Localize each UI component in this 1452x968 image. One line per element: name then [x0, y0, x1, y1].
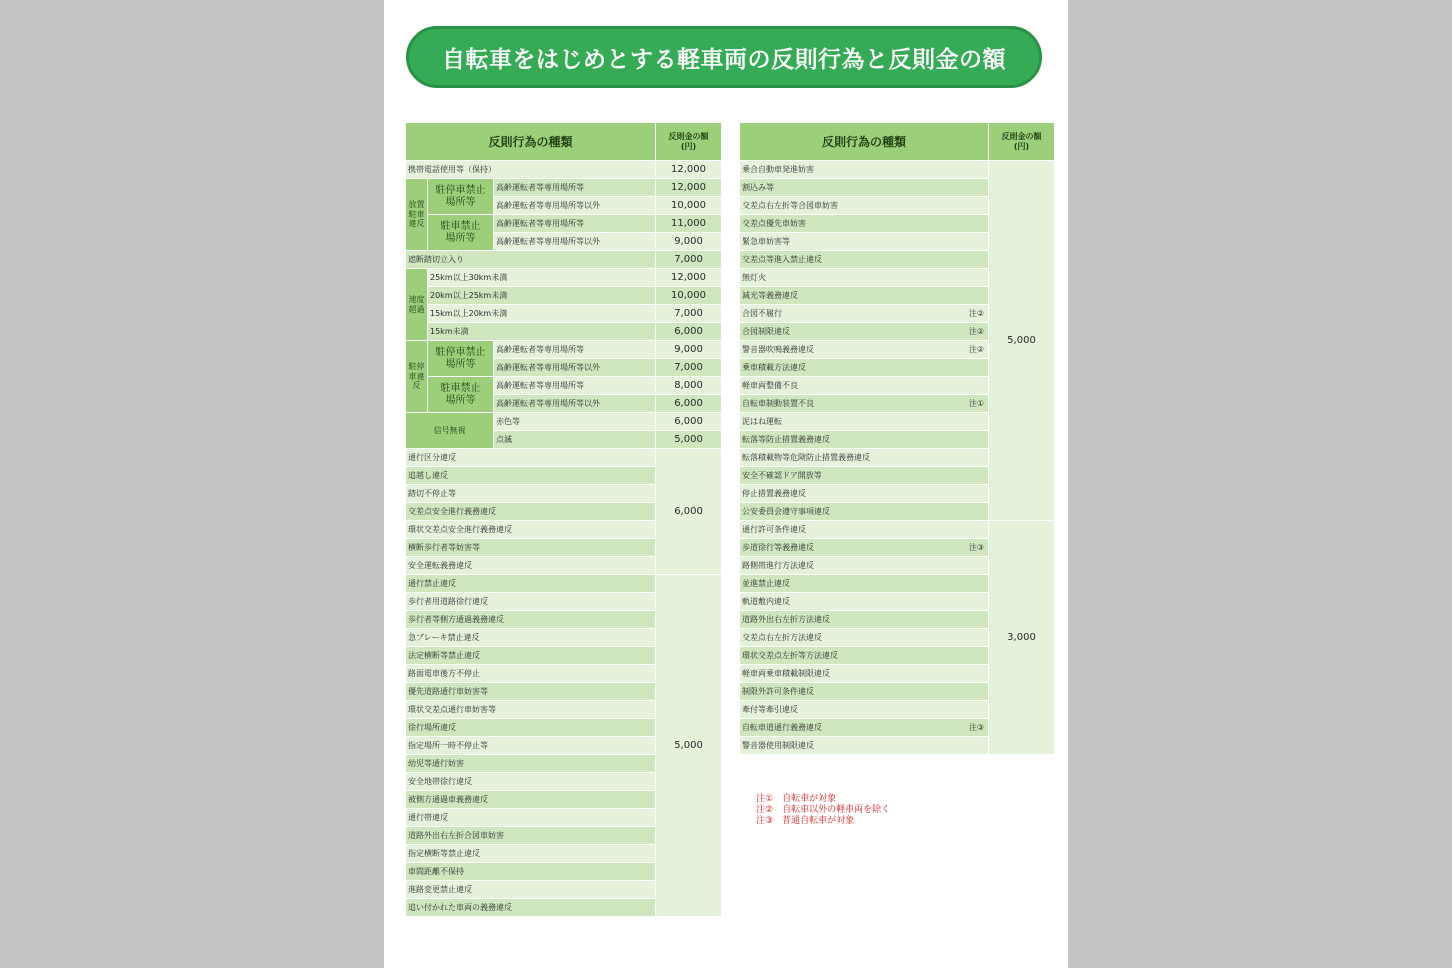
violation-text: 停止措置義務違反 [742, 488, 806, 498]
violation-label [740, 557, 989, 575]
category-label: 信号無視 [406, 413, 494, 449]
violation-label [740, 449, 989, 467]
note-marker: 注② [968, 308, 984, 318]
violation-text: 緊急車妨害等 [742, 236, 790, 246]
page-title: 自転車をはじめとする軽車両の反則行為と反則金の額 [406, 26, 1042, 88]
violation-text: 交差点等進入禁止違反 [742, 254, 822, 264]
violation-label: 法定横断等禁止違反 [406, 647, 656, 665]
violation-label: 高齢運転者等専用場所等以外 [494, 359, 656, 377]
violation-label: 20km以上25km未満 [428, 287, 656, 305]
violation-label [740, 377, 989, 395]
violation-label: 被側方通過車義務違反 [406, 791, 656, 809]
violation-text: 公安委員会遵守事項違反 [742, 506, 830, 516]
violation-text: 乗車積載方法違反 [742, 362, 806, 372]
violation-text: 道路外出右左折方法違反 [742, 614, 830, 624]
fine-amount: 7,000 [656, 251, 722, 269]
violation-label [740, 413, 989, 431]
violation-label: 横断歩行者等妨害等 [406, 539, 656, 557]
violation-label: 路面電車後方不停止 [406, 665, 656, 683]
violation-text: 転落等防止措置義務違反 [742, 434, 830, 444]
fine-amount-group: 5,000 [989, 161, 1055, 521]
violation-label [740, 467, 989, 485]
violation-table-right-body [740, 123, 1055, 755]
violation-text: 安全不確認ドア開放等 [742, 470, 822, 480]
violation-label: 遮断踏切立入り [406, 251, 656, 269]
table-row [406, 305, 722, 323]
violation-label [740, 719, 989, 737]
violation-label [740, 737, 989, 755]
fine-amount: 12,000 [656, 161, 722, 179]
violation-label [740, 503, 989, 521]
violation-label [740, 269, 989, 287]
violation-label [740, 287, 989, 305]
violation-label: 追越し違反 [406, 467, 656, 485]
subcategory-label: 駐停車禁止 場所等 [428, 179, 494, 215]
violation-label [740, 251, 989, 269]
violation-label [740, 665, 989, 683]
violation-label [740, 341, 989, 359]
violation-text: 合図不履行 [742, 308, 782, 318]
violation-label: 通行禁止違反 [406, 575, 656, 593]
violation-label: 高齢運転者等専用場所等以外 [494, 233, 656, 251]
violation-text: 軽車両整備不良 [742, 380, 798, 390]
violation-label: 高齢運転者等専用場所等以外 [494, 197, 656, 215]
violation-text: 乗合自動車発進妨害 [742, 164, 814, 174]
violation-label: 進路変更禁止違反 [406, 881, 656, 899]
violation-label: 通行区分違反 [406, 449, 656, 467]
violation-label [740, 179, 989, 197]
violation-label [740, 593, 989, 611]
violation-label: 優先道路通行車妨害等 [406, 683, 656, 701]
violation-label: 高齢運転者等専用場所等 [494, 341, 656, 359]
violation-text: 無灯火 [742, 272, 766, 282]
fine-amount: 12,000 [656, 179, 722, 197]
table-row [406, 179, 722, 197]
violation-label: 安全地帯徐行違反 [406, 773, 656, 791]
note-marker: 注② [968, 326, 984, 336]
violation-text: 割込み等 [742, 182, 774, 192]
violation-text: 警音器使用制限違反 [742, 740, 814, 750]
violation-label: 安全運転義務違反 [406, 557, 656, 575]
footnote: 注① 自転車が対象 [756, 794, 837, 804]
violation-label [740, 485, 989, 503]
table-row [406, 449, 722, 467]
violation-label [740, 521, 989, 539]
violation-label: 高齢運転者等専用場所等 [494, 179, 656, 197]
violation-text: 並進禁止違反 [742, 578, 790, 588]
fine-amount: 8,000 [656, 377, 722, 395]
table-row [406, 215, 722, 233]
note-marker: 注③ [968, 722, 984, 732]
fine-amount: 9,000 [656, 341, 722, 359]
table-header-row [406, 123, 722, 161]
violation-label: 道路外出右左折合図車妨害 [406, 827, 656, 845]
table-row [740, 521, 1055, 539]
violation-label [740, 233, 989, 251]
violation-table-left-body [406, 123, 722, 917]
violation-label: 高齢運転者等専用場所等 [494, 377, 656, 395]
violation-text: 軽車両乗車積載制限違反 [742, 668, 830, 678]
fine-amount: 6,000 [656, 413, 722, 431]
footnote: 注② 自転車以外の軽車両を除く [756, 805, 891, 815]
violation-label [740, 323, 989, 341]
violation-label [740, 161, 989, 179]
violation-text: 環状交差点左折等方法違反 [742, 650, 838, 660]
fine-amount: 10,000 [656, 287, 722, 305]
violation-label [740, 197, 989, 215]
violation-label [740, 431, 989, 449]
violation-label: 15km未満 [428, 323, 656, 341]
note-marker: 注① [968, 398, 984, 408]
subcategory-label: 駐停車禁止 場所等 [428, 341, 494, 377]
violation-label: 赤色等 [494, 413, 656, 431]
violation-text: 合図制限違反 [742, 326, 790, 336]
violation-table-left [405, 122, 722, 917]
violation-label [740, 395, 989, 413]
violation-label [740, 611, 989, 629]
header-violation-type: 反則行為の種類 [740, 123, 989, 161]
violation-text: 路側帯進行方法違反 [742, 560, 814, 570]
fine-amount: 7,000 [656, 359, 722, 377]
violation-label: 環状交差点通行車妨害等 [406, 701, 656, 719]
fine-amount-group: 6,000 [656, 449, 722, 575]
note-marker: 注② [968, 344, 984, 354]
violation-label: 15km以上20km未満 [428, 305, 656, 323]
header-violation-type: 反則行為の種類 [406, 123, 656, 161]
footnotes [756, 794, 890, 827]
table-row [406, 413, 722, 431]
fine-amount: 7,000 [656, 305, 722, 323]
fine-amount: 12,000 [656, 269, 722, 287]
table-row [406, 377, 722, 395]
category-label: 放置駐車違反 [406, 179, 428, 251]
fine-amount: 5,000 [656, 431, 722, 449]
violation-text: 交差点右左折方法違反 [742, 632, 822, 642]
fine-amount: 9,000 [656, 233, 722, 251]
fine-amount-group: 5,000 [656, 575, 722, 917]
violation-label: 通行帯違反 [406, 809, 656, 827]
violation-label: 25km以上30km未満 [428, 269, 656, 287]
violation-label: 高齢運転者等専用場所等以外 [494, 395, 656, 413]
header-fine-amount: 反則金の額 (円) [656, 123, 722, 161]
category-label: 速度超過 [406, 269, 428, 341]
violation-text: 制限外許可条件違反 [742, 686, 814, 696]
violation-label: 歩行者等側方通過義務違反 [406, 611, 656, 629]
fine-amount: 6,000 [656, 395, 722, 413]
subcategory-label: 駐車禁止 場所等 [428, 215, 494, 251]
violation-text: 泥はね運転 [742, 416, 782, 426]
table-row [740, 161, 1055, 179]
violation-label [740, 539, 989, 557]
document-page [384, 0, 1068, 968]
note-marker: 注③ [968, 542, 984, 552]
table-row [406, 575, 722, 593]
violation-text: 軌道敷内違反 [742, 596, 790, 606]
violation-text: 牽付等牽引違反 [742, 704, 798, 714]
table-row [406, 341, 722, 359]
violation-text: 転落積載物等危険防止措置義務違反 [742, 452, 870, 462]
violation-label: 環状交差点安全進行義務違反 [406, 521, 656, 539]
violation-label [740, 629, 989, 647]
violation-label: 徐行場所違反 [406, 719, 656, 737]
header-fine-amount: 反則金の額 (円) [989, 123, 1055, 161]
category-label: 駐停車違反 [406, 341, 428, 413]
fine-amount: 10,000 [656, 197, 722, 215]
violation-label: 踏切不停止等 [406, 485, 656, 503]
violation-label [740, 683, 989, 701]
table-row [406, 287, 722, 305]
table-row [406, 323, 722, 341]
table-row [406, 251, 722, 269]
violation-label [740, 215, 989, 233]
violation-label: 高齢運転者等専用場所等 [494, 215, 656, 233]
violation-text: 交差点右左折等合図車妨害 [742, 200, 838, 210]
violation-text: 通行許可条件違反 [742, 524, 806, 534]
violation-label: 指定横断等禁止違反 [406, 845, 656, 863]
violation-label [740, 575, 989, 593]
violation-label: 幼児等通行妨害 [406, 755, 656, 773]
violation-label: 急ブレーキ禁止違反 [406, 629, 656, 647]
table-row [406, 161, 722, 179]
table-header-row [740, 123, 1055, 161]
violation-label: 歩行者用道路徐行違反 [406, 593, 656, 611]
violation-label [740, 359, 989, 377]
violation-label [740, 305, 989, 323]
violation-label: 交差点安全進行義務違反 [406, 503, 656, 521]
table-row [406, 269, 722, 287]
violation-label: 車間距離不保持 [406, 863, 656, 881]
footnote: 注③ 普通自転車が対象 [756, 816, 855, 826]
violation-label: 追い付かれた車両の義務違反 [406, 899, 656, 917]
violation-table-right [739, 122, 1055, 755]
violation-text: 歩道徐行等義務違反 [742, 542, 814, 552]
fine-amount: 11,000 [656, 215, 722, 233]
subcategory-label: 駐車禁止 場所等 [428, 377, 494, 413]
violation-label [740, 647, 989, 665]
violation-text: 警音器吹鳴義務違反 [742, 344, 814, 354]
fine-amount: 6,000 [656, 323, 722, 341]
violation-text: 交差点優先車妨害 [742, 218, 806, 228]
violation-text: 自転車道通行義務違反 [742, 722, 822, 732]
violation-label: 携帯電話使用等（保持） [406, 161, 656, 179]
violation-label: 点滅 [494, 431, 656, 449]
violation-label [740, 701, 989, 719]
violation-label: 指定場所一時不停止等 [406, 737, 656, 755]
fine-amount-group: 3,000 [989, 521, 1055, 755]
violation-text: 減光等義務違反 [742, 290, 798, 300]
violation-text: 自転車制動装置不良 [742, 398, 814, 408]
